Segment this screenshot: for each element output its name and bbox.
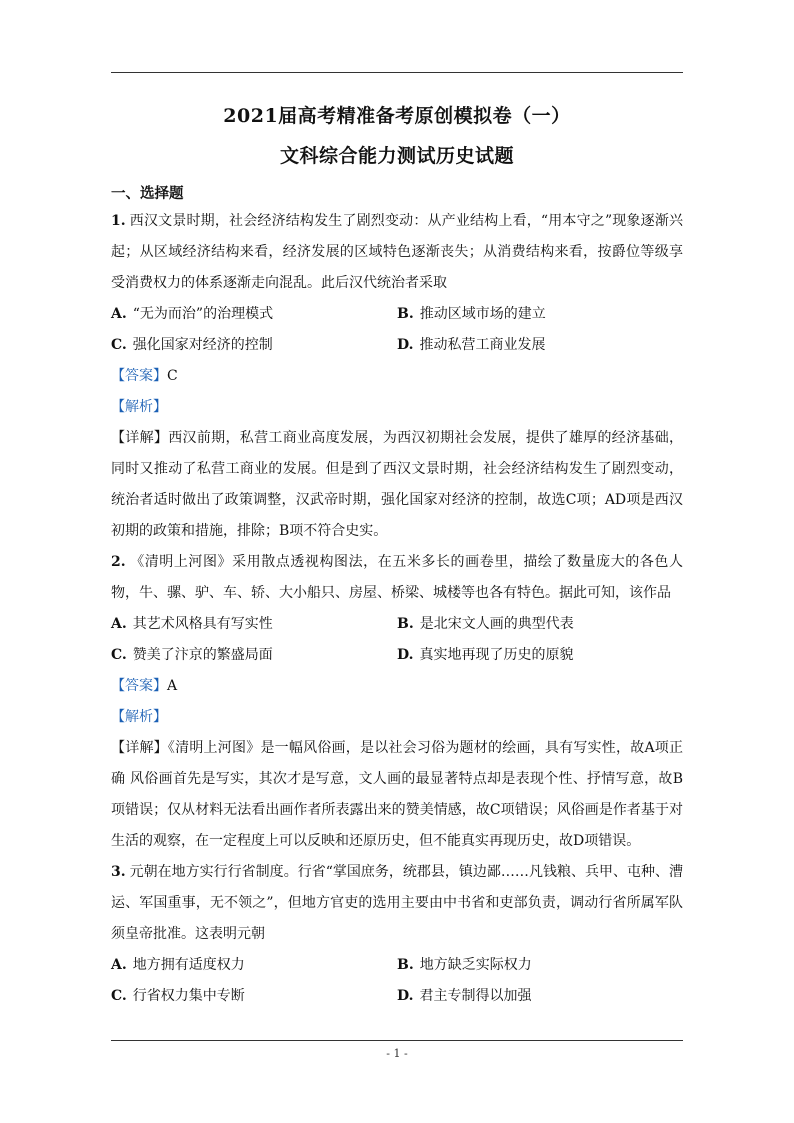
question-stem [111,547,683,609]
analysis-line [111,702,683,733]
analysis-line [111,392,683,423]
option-text: 地方拥有适度权力 [132,957,245,973]
option-c [111,981,397,1012]
option-letter: D. [397,988,414,1004]
option-d [397,981,683,1012]
option-text: 强化国家对经济的控制 [132,337,273,353]
option-letter: C. [111,988,127,1004]
option-b [397,299,683,330]
detail-paragraph [111,733,683,857]
footer-rule [111,1040,683,1041]
option-text: 推动私营工商业发展 [419,337,546,353]
detail-paragraph [111,423,683,547]
option-c [111,640,397,671]
detail-tag: 【详解】 [111,430,169,446]
options [111,950,683,1012]
detail-tag: 【详解】 [111,740,168,756]
option-text: 君主专制得以加强 [419,988,532,1004]
option-text: 真实地再现了历史的原貌 [419,647,574,663]
option-letter: D. [397,337,414,353]
option-c [111,330,397,361]
option-a [111,609,397,640]
option-letter: A. [111,957,127,973]
question-2 [111,547,683,857]
exam-page [111,96,683,1012]
option-letter: A. [111,306,127,322]
question-number: 2. [111,554,126,570]
option-letter: C. [111,647,127,663]
question-number: 1. [111,213,126,229]
analysis-tag: 【解析】 [111,709,167,725]
answer-value: C [167,368,178,384]
answer-value: A [167,678,178,694]
option-b [397,950,683,981]
answer-tag: 【答案】 [111,678,167,694]
options [111,609,683,671]
option-d [397,640,683,671]
question-stem [111,206,683,299]
option-d [397,330,683,361]
option-letter: B. [397,616,414,632]
option-letter: C. [111,337,127,353]
option-text: 赞美了汴京的繁盛局面 [132,647,273,663]
option-text: 其艺术风格具有写实性 [132,616,273,632]
question-text: 西汉文景时期，社会经济结构发生了剧烈变动：从产业结构上看，“用本守之”现象逐渐兴起；从区域经济结构来看，经济发展的区域特色逐渐丧失；从消费结构来看，按爵位等级享受消费权力的体系逐渐走向混乱。此后汉代统治者采取 [111,213,683,291]
option-text: 地方缺乏实际权力 [419,957,532,973]
option-text: 是北宋文人画的典型代表 [419,616,574,632]
option-letter: D. [397,647,414,663]
option-b [397,609,683,640]
question-text: 元朝在地方实行行省制度。行省“掌国庶务，统郡县，镇边鄙……凡钱粮、兵甲、屯种、漕运、军国重事，无不领之”，但地方官吏的选用主要由中书省和吏部负责，调动行省所属军队须皇帝批准。这表明元朝 [111,864,683,942]
option-letter: B. [397,957,414,973]
answer-line [111,671,683,702]
option-text: “无为而治”的治理模式 [132,306,274,322]
question-1 [111,206,683,547]
option-a [111,950,397,981]
detail-text: 《清明上河图》是一幅风俗画，是以社会习俗为题材的绘画，具有写实性，故A项正确 风俗画首先是写实，其次才是写意，文人画的最显著特点却是表现个性、抒情写意，故B项错误；仅从材料无法看出画作者所表露出来的赞美情感，故C项错误；风俗画是作者基于对生活的观察，在一定程度上可以反映和还原历史，但不能真实再现历史，故D项错误。 [111,740,684,849]
options [111,299,683,361]
option-letter: B. [397,306,414,322]
option-text: 推动区域市场的建立 [419,306,546,322]
exam-subtitle: 文科综合能力测试历史试题 [279,145,514,167]
option-text: 行省权力集中专断 [132,988,245,1004]
analysis-tag: 【解析】 [111,399,167,415]
section-heading: 一、选择题 [111,185,184,202]
page-number: - 1 - [386,1047,408,1060]
question-3 [111,857,683,1012]
exam-title: 2021届高考精准备考原创模拟卷（一） [223,105,571,127]
detail-text: 西汉前期，私营工商业高度发展，为西汉初期社会发展，提供了雄厚的经济基础，同时又推动了私营工商业的发展。但是到了西汉文景时期，社会经济结构发生了剧烈变动，统治者适时做出了政策调整，汉武帝时期，强化国家对经济的控制，故选C项；AD项是西汉初期的政策和措施，排除；B项不符合史实。 [111,430,684,539]
header-rule [111,72,683,73]
answer-line [111,361,683,392]
question-number: 3. [111,864,126,880]
option-letter: A. [111,616,127,632]
question-stem [111,857,683,950]
option-a [111,299,397,330]
question-text: 《清明上河图》采用散点透视构图法，在五米多长的画卷里，描绘了数量庞大的各色人物，牛、骡、驴、车、轿、大小船只、房屋、桥梁、城楼等也各有特色。据此可知，该作品 [111,554,683,601]
answer-tag: 【答案】 [111,368,167,384]
